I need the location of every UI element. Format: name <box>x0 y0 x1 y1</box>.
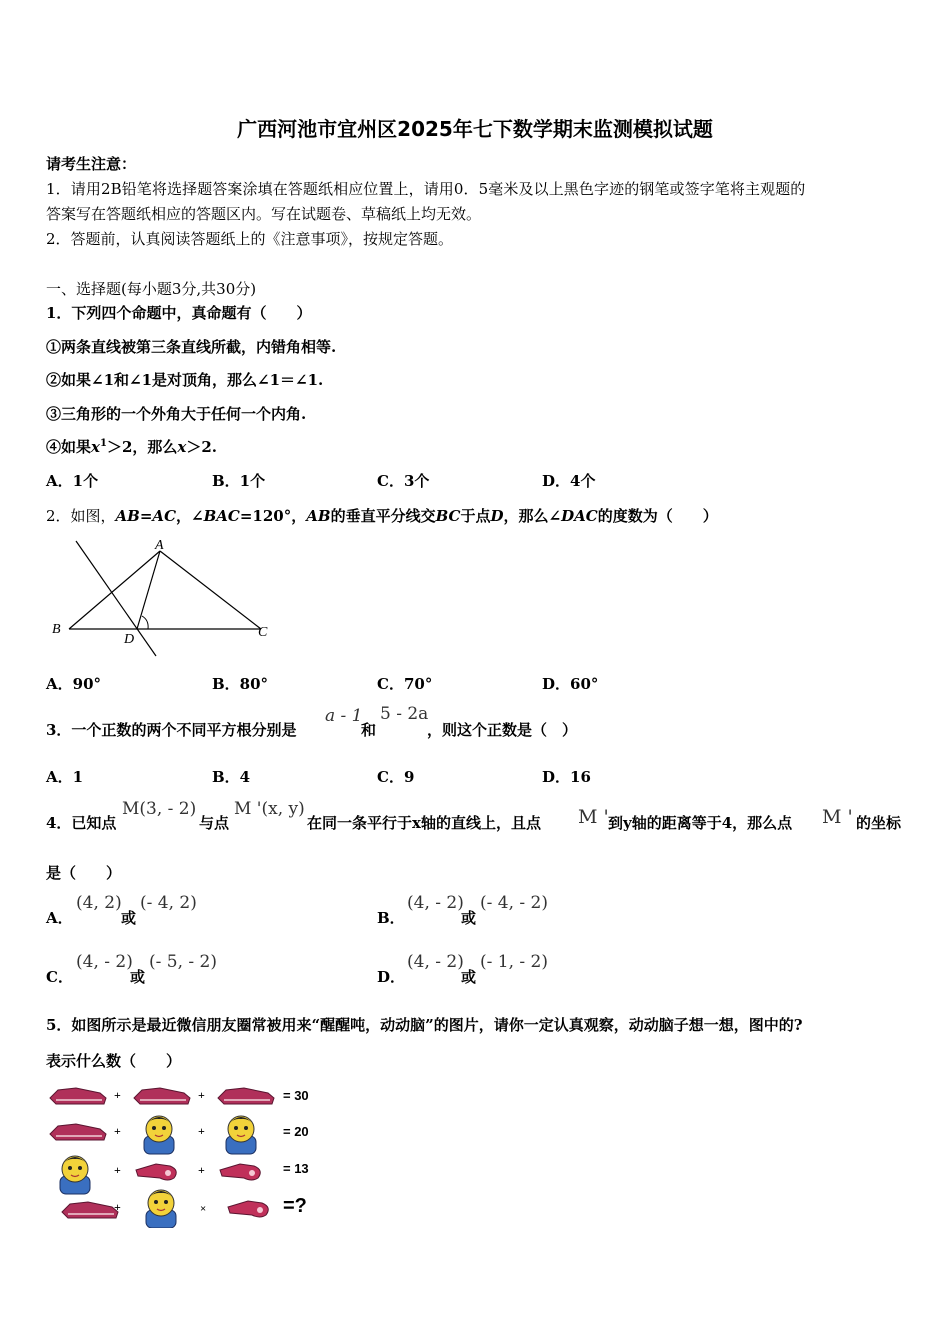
q4-c-second: (- 5, - 2) <box>149 952 217 972</box>
q5-puzzle-image <box>46 1078 336 1228</box>
q3-post: ，则这个正数是（ ） <box>427 721 578 739</box>
q2-p8: 于点 <box>460 507 491 525</box>
row2-plus-1: + <box>114 1124 121 1138</box>
q3-expr-2: 5 - 2a <box>380 704 429 724</box>
q4-with: 与点 <box>199 814 230 832</box>
segment-ac <box>160 551 261 629</box>
q2-p3: BAC <box>203 507 240 525</box>
q4-mid2: 到y轴的距离等于4，那么点 <box>608 814 793 832</box>
row4-result: =? <box>283 1195 307 1217</box>
q2-option-a[interactable]: A．90° <box>46 675 102 693</box>
q1-s4-post: ＞2. <box>186 438 217 456</box>
label-b: B <box>52 622 61 637</box>
q4-end: 的坐标 <box>856 814 902 832</box>
q4-b-label: B． <box>377 909 405 927</box>
segment-ab <box>69 551 160 629</box>
notice-line-1: 1．请用2B铅笔将选择题答案涂填在答题纸相应位置上，请用0．5毫米及以上黑色字迹的钢笔或签字笔将主观题的 <box>46 180 806 198</box>
q1-s4-x2: x <box>177 438 187 456</box>
row1-shoe-1 <box>50 1088 106 1104</box>
q2-p9: D <box>490 507 504 525</box>
row4-plus: + <box>114 1200 121 1214</box>
q2-stem <box>46 505 718 526</box>
section-heading: 一、选择题(每小题3分,共30分) <box>46 280 257 298</box>
q2-p7: BC <box>435 507 461 525</box>
notice-line-1b: 答案写在答题纸相应的答题区内。写在试题卷、草稿纸上均无效。 <box>46 205 482 223</box>
q1-option-c[interactable]: C．3个 <box>377 472 430 490</box>
row4-boy <box>146 1190 176 1228</box>
q3-option-c[interactable]: C．9 <box>377 768 415 786</box>
q1-s4-sup: 1 <box>99 438 107 449</box>
row4-shoe <box>62 1202 118 1218</box>
q3-expr-1 <box>325 706 363 726</box>
segment-ad <box>137 551 160 629</box>
angle-arc <box>142 616 148 629</box>
label-d: D <box>124 632 135 647</box>
q4-point-mprime: M '(x, y) <box>234 799 305 819</box>
q1-option-a[interactable]: A．1个 <box>46 472 99 490</box>
q4-d-first: (4, - 2) <box>407 952 464 972</box>
row2-result: = 20 <box>283 1124 309 1139</box>
q4-b-first: (4, - 2) <box>407 893 464 913</box>
q4-mid: 在同一条平行于x轴的直线上，且点 <box>307 814 541 832</box>
row1-shoe-2 <box>134 1088 190 1104</box>
q4-mprime-3: M ' <box>822 806 853 828</box>
q1-option-d[interactable]: D．4个 <box>542 472 596 490</box>
q3-option-b[interactable]: B．4 <box>212 768 251 786</box>
q4-a-first: (4, 2) <box>76 893 122 913</box>
perpendicular-bisector <box>76 541 156 656</box>
q2-p6: 的垂直平分线交 <box>330 507 436 525</box>
q4-d-or: 或 <box>461 968 477 986</box>
row3-result: = 13 <box>283 1161 309 1176</box>
row1-shoe-3 <box>218 1088 274 1104</box>
q1-option-b[interactable]: B．1个 <box>212 472 266 490</box>
q3-expr-1-text: a - 1 <box>325 706 363 726</box>
q4-point-m: M(3, - 2) <box>122 799 197 819</box>
q4-line-2: 是（ ） <box>46 864 122 882</box>
q1-s4-x: x <box>91 438 100 456</box>
row2-boy-1 <box>144 1116 174 1154</box>
q1-s4-pre: ④如果 <box>46 438 92 456</box>
q4-c-or: 或 <box>130 968 146 986</box>
q2-p11: DAC <box>561 507 598 525</box>
q1-statement-4 <box>46 436 217 457</box>
q2-p4: =120°， <box>239 507 307 525</box>
q5-line-1: 5．如图所示是最近微信朋友圈常被用来“醒醒吨，动动脑”的图片，请你一定认真观察，动动脑子想一想，图中的? <box>46 1016 803 1034</box>
q3-stem <box>46 719 296 740</box>
q4-d-label: D． <box>377 968 406 986</box>
q4-c-first: (4, - 2) <box>76 952 133 972</box>
row1-result: = 30 <box>283 1088 309 1103</box>
q3-stem-text: 3．一个正数的两个不同平方根分别是 <box>46 721 297 739</box>
q2-p12: 的度数为（ ） <box>597 507 718 525</box>
q4-c-label: C． <box>46 968 73 986</box>
q1-s4-mid: ＞2，那么 <box>106 438 178 456</box>
row3-boy <box>60 1156 90 1194</box>
row2-shoe <box>50 1124 106 1140</box>
q4-pre: 4．已知点 <box>46 814 117 832</box>
q2-num: 2．如图， <box>46 507 116 525</box>
q2-triangle-figure <box>46 536 276 658</box>
q4-b-second: (- 4, - 2) <box>480 893 548 913</box>
q1-statement-1: ①两条直线被第三条直线所截，内错角相等. <box>46 338 337 356</box>
row3-plus-2: + <box>198 1163 205 1177</box>
q2-p1: AB=AC <box>115 507 177 525</box>
label-c: C <box>258 625 268 640</box>
row3-plus-1: + <box>114 1163 121 1177</box>
q2-option-d[interactable]: D．60° <box>542 675 599 693</box>
q2-p10: ，那么∠ <box>503 507 562 525</box>
row2-plus-2: + <box>198 1124 205 1138</box>
q3-option-a[interactable]: A．1 <box>46 768 84 786</box>
row1-plus-1: + <box>114 1088 121 1102</box>
q1-statement-3: ③三角形的一个外角大于任何一个内角. <box>46 405 307 423</box>
notice-line-2: 2．答题前，认真阅读答题纸上的《注意事项》，按规定答题。 <box>46 230 454 248</box>
q1-stem: 1．下列四个命题中，真命题有（ ） <box>46 304 312 322</box>
row1-plus-2: + <box>198 1088 205 1102</box>
row4-whistle <box>228 1201 268 1217</box>
q4-a-label: A． <box>46 909 73 927</box>
q4-a-second: (- 4, 2) <box>140 893 197 913</box>
q2-option-b[interactable]: B．80° <box>212 675 269 693</box>
q2-p5: AB <box>306 507 331 525</box>
q3-and: 和 <box>361 721 377 739</box>
notice-heading: 请考生注意： <box>46 155 137 173</box>
q5-line-2: 表示什么数（ ） <box>46 1052 182 1070</box>
q2-option-c[interactable]: C．70° <box>377 675 433 693</box>
q4-mprime-2: M ' <box>578 806 609 828</box>
q4-a-or: 或 <box>121 909 137 927</box>
q1-statement-2: ②如果∠1和∠1是对顶角，那么∠1＝∠1. <box>46 371 324 389</box>
q3-option-d[interactable]: D．16 <box>542 768 591 786</box>
q4-d-second: (- 1, - 2) <box>480 952 548 972</box>
q4-b-or: 或 <box>461 909 477 927</box>
row2-boy-2 <box>226 1116 256 1154</box>
page-title: 广西河池市宜州区2025年七下数学期末监测模拟试题 <box>237 117 713 141</box>
row3-whistle-1 <box>136 1164 176 1180</box>
q2-p2: ，∠ <box>176 507 204 525</box>
row4-times: × <box>200 1203 207 1215</box>
label-a: A <box>155 538 164 553</box>
row3-whistle-2 <box>220 1164 260 1180</box>
